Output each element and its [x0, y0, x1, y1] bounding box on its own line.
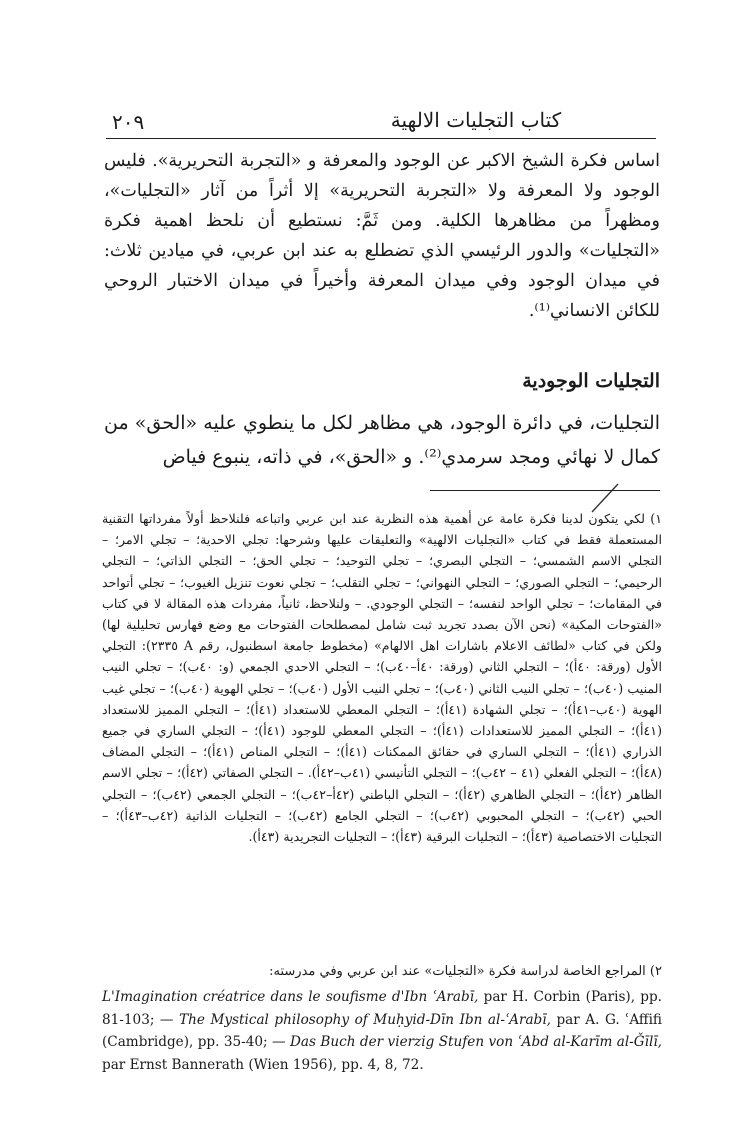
footnote-rule — [430, 490, 660, 491]
section-text: التجليات، في دائرة الوجود، هي مظاهر لكل ما ينطوي عليه «الحق» من كمال لا نهائي ومجد سرمدي⁽²⁾. و «الحق»، في ذاته، ينبوع فياض — [104, 412, 660, 468]
reference-pages-1: pp. 81-103; — — [102, 989, 663, 1028]
reference-title-1: L'Imagination créatrice dans le soufisme d'Ibn ʿArabī, — [102, 989, 479, 1005]
page-number: ٢٠٩ — [112, 110, 145, 134]
footnote-1: ١) لكي يتكون لدينا فكرة عامة عن أهمية هذه النظرية عند ابن عربي واتباعه فلنلاحظ أولاً مفرداتها التقنية المستعملة فقط في كتاب «التجليات الالهية» والتعليقات عليها وشرحها: تجلي الاحدية؛ – تجلي الامر؛ – التجلي الاسم الشمسي؛ – التجلي البصري؛ – تجلي التوحيد؛ – تجلي الحق؛ – التجلي الذاتي؛ – التجلي الرحيمي؛ – التجلي الصوري؛ – التجلي النهواني؛ – تجلي التقلب؛ – تجلي نعوت تنزيل الغيوب؛ – تجلي أتواحد في المقامات؛ – تجلي الواحد لنفسه؛ – التجلي الوجودي. – ولنلاحظ، ثانياً، مفردات هذه المقالة لا في كتاب «الفتوحات المكية» (نحن الآن بصدد تجريد ثبت شامل لمصطلحات الفتوحات مع وضع فهارس تحليلية لها) ولكن في كتاب «لطائف الاعلام باشارات اهل الالهام» (مخطوط جامعة اسطنبول، رقم A ٢٣٣٥): التجلي الأول (ورقة: ٤٠أ)؛ – التجلي الثاني (ورقة: ٤٠أ–٤٠ب)؛ – التجلي الاحدي الجمعي (و: ٤٠ب)؛ – تجلي النيب المنيب (٤٠ب)؛ – تجلي النيب الثاني (٤٠ب)؛ – تجلي النيب الأول (٤٠ب)؛ – تجلي الهوية (٤٠ب)؛ – تجلي غيب الهوية (٤٠ب–٤١أ)؛ – تجلي الشهادة (٤١أ)؛ – التجلي المعطي للاستعداد (٤١أ)؛ – التجلي المميز للاستعداد (٤١أ)؛ – التجلي المميز للاستعدادات (٤١أ)؛ – التجلي المعطي للوجود (٤١أ)؛ – التجلي الساري في جميع الذراري (٤١أ)؛ – التجلي الساري في حقائق الممكنات (٤١أ)؛ – التجلي المناص (٤١أ)؛ – التجلي المضاف (٤٨أ)؛ – التجلي الفعلي (٤١ – ٤٢ب)؛ – التجلي التأنيسي (٤١ب–٤٢أ). – التجلي الصفاتي (٤٢أ)؛ – تجلي الاسم الظاهر (٤٢أ)؛ – التجلي الظاهري (٤٢أ)؛ – التجلي الباطني (٤٢أ–٤٢ب)؛ – التجلي الجمعي (٤٢ب)؛ – التجلي الحبي (٤٢ب)؛ – التجلي المحبوبي (٤٢ب)؛ – التجلي الجامع (٤٢ب)؛ – التجليات الذاتية (٤٢ب–٤٣أ)؛ – التجليات الاختصاصية (٤٣أ)؛ – التجليات البرقية (٤٣أ)؛ – التجليات التجريدية (٤٣أ). — [102, 511, 663, 845]
header-rule — [106, 138, 656, 139]
body-paragraph: اساس فكرة الشيخ الاكبر عن الوجود والمعرفة و «التجربة التحريرية». فليس الوجود ولا المعرفة ولا «التجربة التحريرية» إلا أثراً من آثار «التجليات»، ومظهراً من مظاهرها الكلية. ومن ثَمَّ: نستطيع أن نلحظ اهمية فكرة «التجليات» والدور الرئيسي الذي تضطلع به عند ابن عربي، في ميادين ثلاث: في ميدان الوجود وفي ميدان المعرفة وأخيراً في ميدان الاختبار الروحي للكائن الانساني⁽¹⁾. — [104, 151, 660, 321]
footnote-2: ٢) المراجع الخاصة لدراسة فكرة «التجليات» عند ابن عربي وفي مدرسته: — [269, 964, 662, 979]
running-title: كتاب التجليات الالهية — [390, 108, 562, 132]
reference-author-1: par H. Corbin (Paris), — [483, 989, 636, 1005]
page-header — [106, 108, 656, 140]
footnote-2-references — [102, 986, 662, 1076]
reference-author-2: par A. G. ʿAffifi (Cambridge), pp. 35-40; — — [102, 1011, 662, 1050]
reference-title-2: The Mystical philosophy of Muḥyid-Dīn Ibn al-ʿArabī, — [179, 1011, 551, 1028]
section-title: التجليات الوجودية — [522, 370, 660, 392]
reference-author-3: par Ernst Bannerath (Wien 1956), pp. 4, 8, 72. — [102, 1056, 424, 1073]
reference-title-3: Das Buch der vierzig Stufen von ʿAbd al-Karīm al-Ǧīlī, — [290, 1034, 663, 1050]
